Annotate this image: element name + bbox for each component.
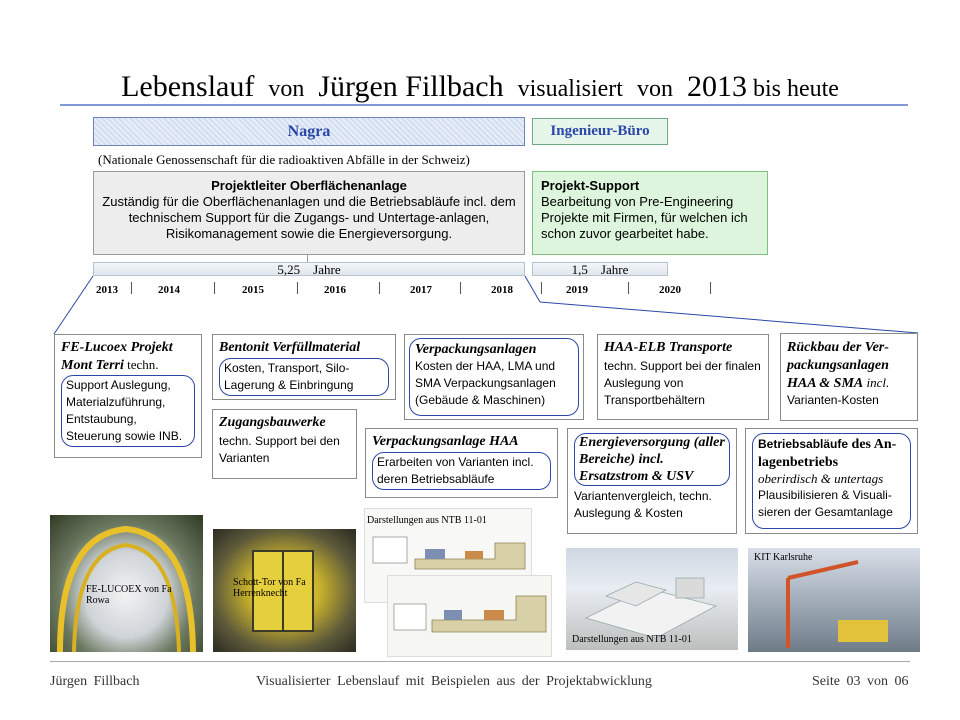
year-separator bbox=[131, 282, 132, 294]
photo-kit-karlsruhe bbox=[748, 548, 920, 652]
title-part-von-2: von bbox=[636, 76, 673, 102]
project-rueckbau-desc: Varianten-Kosten bbox=[787, 393, 879, 407]
duration-nagra-label: 5,25 Jahre bbox=[277, 262, 341, 277]
title-part-lebenslauf: Lebenslauf bbox=[121, 70, 255, 103]
photo-kit-caption: KIT Karlsruhe bbox=[754, 552, 813, 563]
facility-diagram-2 bbox=[388, 576, 552, 657]
year-label: 2013 bbox=[96, 284, 118, 296]
duration-ib-label: 1,5 Jahre bbox=[571, 262, 629, 277]
nagra-subtitle: (Nationale Genossenschaft für die radioaktiven Abfälle in der Schweiz) bbox=[98, 152, 470, 167]
project-bentonit-title: Bentonit Verfüllmaterial bbox=[219, 340, 361, 355]
project-betriebsablaeufe bbox=[745, 428, 918, 534]
photo-fe-caption: FE-LUCOEX von Fa Rowa bbox=[86, 584, 172, 606]
project-verphaa-desc: Erarbeiten von Varianten incl. deren Betriebsabläufe bbox=[372, 452, 551, 490]
project-energieversorgung bbox=[567, 428, 737, 534]
project-verphaa-title: Verpackungsanlage HAA bbox=[372, 434, 519, 449]
title-part-name: Jürgen Fillbach bbox=[318, 70, 504, 103]
project-betrieb-desc: Plausibilisieren & Visuali-sieren der Gesamtanlage bbox=[758, 488, 893, 519]
project-rueckbau bbox=[780, 333, 918, 421]
photo-schott-caption: Schott-Tor von Fa Herrenknecht bbox=[233, 577, 306, 599]
project-bentonit-desc: Kosten, Transport, Silo-Lagerung & Einbringung bbox=[219, 358, 389, 396]
project-energie-desc: Variantenvergleich, techn. Auslegung & Kosten bbox=[574, 489, 712, 520]
project-fe-title-tail: techn. bbox=[123, 357, 159, 372]
project-verpackungsanlagen bbox=[404, 334, 584, 420]
role-box-projektleiter bbox=[93, 171, 525, 255]
project-haa-elb-transporte bbox=[597, 334, 769, 420]
project-haa-title: HAA-ELB Transporte bbox=[604, 340, 733, 355]
photo-fe-lucoex bbox=[50, 515, 203, 652]
project-zugang-title: Zugangsbauwerke bbox=[219, 415, 326, 430]
duration-bar-ib bbox=[532, 262, 668, 276]
role-box-projekt-support bbox=[532, 171, 768, 255]
project-zugangsbauwerke bbox=[212, 409, 357, 479]
year-label: 2016 bbox=[324, 284, 346, 296]
project-fe-title-2: Mont Terri bbox=[61, 358, 124, 373]
project-rueckbau-title: Rückbau der Ver-packungsanlagen HAA & SMA bbox=[787, 340, 889, 391]
year-separator bbox=[379, 282, 380, 294]
title-part-bis-heute: bis heute bbox=[752, 76, 839, 102]
employer-bar-nagra bbox=[93, 117, 525, 146]
project-verpackung-desc: Kosten der HAA, LMA und SMA Verpackungsanlagen (Gebäude & Maschinen) bbox=[415, 359, 556, 407]
title-part-von: von bbox=[268, 76, 305, 102]
project-haa-desc: techn. Support bei der finalen Auslegung von Transportbehältern bbox=[604, 359, 761, 407]
project-verpackung-title: Verpackungsanlagen bbox=[415, 342, 537, 357]
employer-bar-ingenieur-buero bbox=[532, 118, 668, 145]
footer-author: Jürgen Fillbach bbox=[50, 674, 140, 689]
year-label: 2020 bbox=[659, 284, 681, 296]
footer-page-number: Seite 03 von 06 bbox=[812, 674, 909, 689]
year-label: 2014 bbox=[158, 284, 180, 296]
footer-description: Visualisierter Lebenslauf mit Beispielen aus der Projektabwicklung bbox=[256, 674, 652, 689]
year-separator bbox=[460, 282, 461, 294]
project-fe-desc: Support Auslegung, Materialzuführung, Entstaubung, Steuerung sowie INB. bbox=[61, 375, 195, 447]
photo-schott-tor bbox=[213, 529, 356, 652]
role-support-title: Projekt-Support bbox=[541, 178, 640, 193]
project-zugang-desc: techn. Support bei den Varianten bbox=[219, 434, 340, 465]
employer-ib-label: Ingenieur-Büro bbox=[550, 123, 650, 139]
year-separator bbox=[541, 282, 542, 294]
year-label: 2017 bbox=[410, 284, 432, 296]
test-hall-graphic bbox=[748, 548, 920, 652]
year-separator bbox=[214, 282, 215, 294]
year-separator bbox=[628, 282, 629, 294]
role-support-text: Bearbeitung von Pre-Engineering Projekte mit Firmen, für welchen ich schon zuvor gearbeitet habe. bbox=[541, 194, 748, 241]
page-title bbox=[0, 70, 960, 104]
photo-ntb-rendering bbox=[566, 548, 738, 650]
connector-right bbox=[540, 302, 918, 333]
title-part-visualisiert: visualisiert bbox=[517, 76, 623, 102]
title-part-year: 2013 bbox=[686, 70, 747, 103]
employer-nagra-label: Nagra bbox=[287, 123, 331, 140]
project-betrieb-sub: oberirdisch & untertags bbox=[758, 471, 884, 486]
project-energie-title: Energieversorgung (aller Bereiche) incl. Ersatzstrom & USV bbox=[579, 435, 725, 484]
connector-mid bbox=[525, 276, 540, 302]
project-rueckbau-title-tail: incl. bbox=[863, 375, 890, 390]
project-betrieb-title: Betriebsabläufe bbox=[758, 437, 849, 451]
project-bentonit bbox=[212, 334, 396, 400]
duration-tick bbox=[307, 254, 308, 262]
duration-bar-nagra bbox=[93, 262, 525, 276]
footer-rule bbox=[50, 661, 910, 662]
year-separator bbox=[710, 282, 711, 294]
year-separator bbox=[297, 282, 298, 294]
project-verpackungsanlage-haa bbox=[365, 428, 558, 498]
title-rule bbox=[60, 104, 908, 106]
role-projektleiter-text: Zuständig für die Oberflächenanlagen und die Betriebsabläufe incl. dem technischem Support für die Zugangs- und Untertage-anlagen, Risikomanagement sowie die Energieversorgung. bbox=[102, 194, 516, 241]
year-label: 2019 bbox=[566, 284, 588, 296]
project-betrieb-title-rest: des An-lagenbetriebs bbox=[758, 437, 897, 470]
photo-ntb-diagram-2 bbox=[387, 575, 552, 657]
year-label: 2018 bbox=[491, 284, 513, 296]
role-projektleiter-title: Projektleiter Oberflächenanlage bbox=[211, 178, 407, 193]
photo-ntb1-caption: Darstellungen aus NTB 11-01 bbox=[367, 515, 487, 526]
year-label: 2015 bbox=[242, 284, 264, 296]
project-fe-lucoex bbox=[54, 334, 202, 458]
photo-ntb2-caption: Darstellungen aus NTB 11-01 bbox=[572, 634, 692, 645]
project-fe-title: FE-Lucoex Projekt bbox=[61, 340, 173, 355]
connector-left bbox=[54, 276, 93, 334]
